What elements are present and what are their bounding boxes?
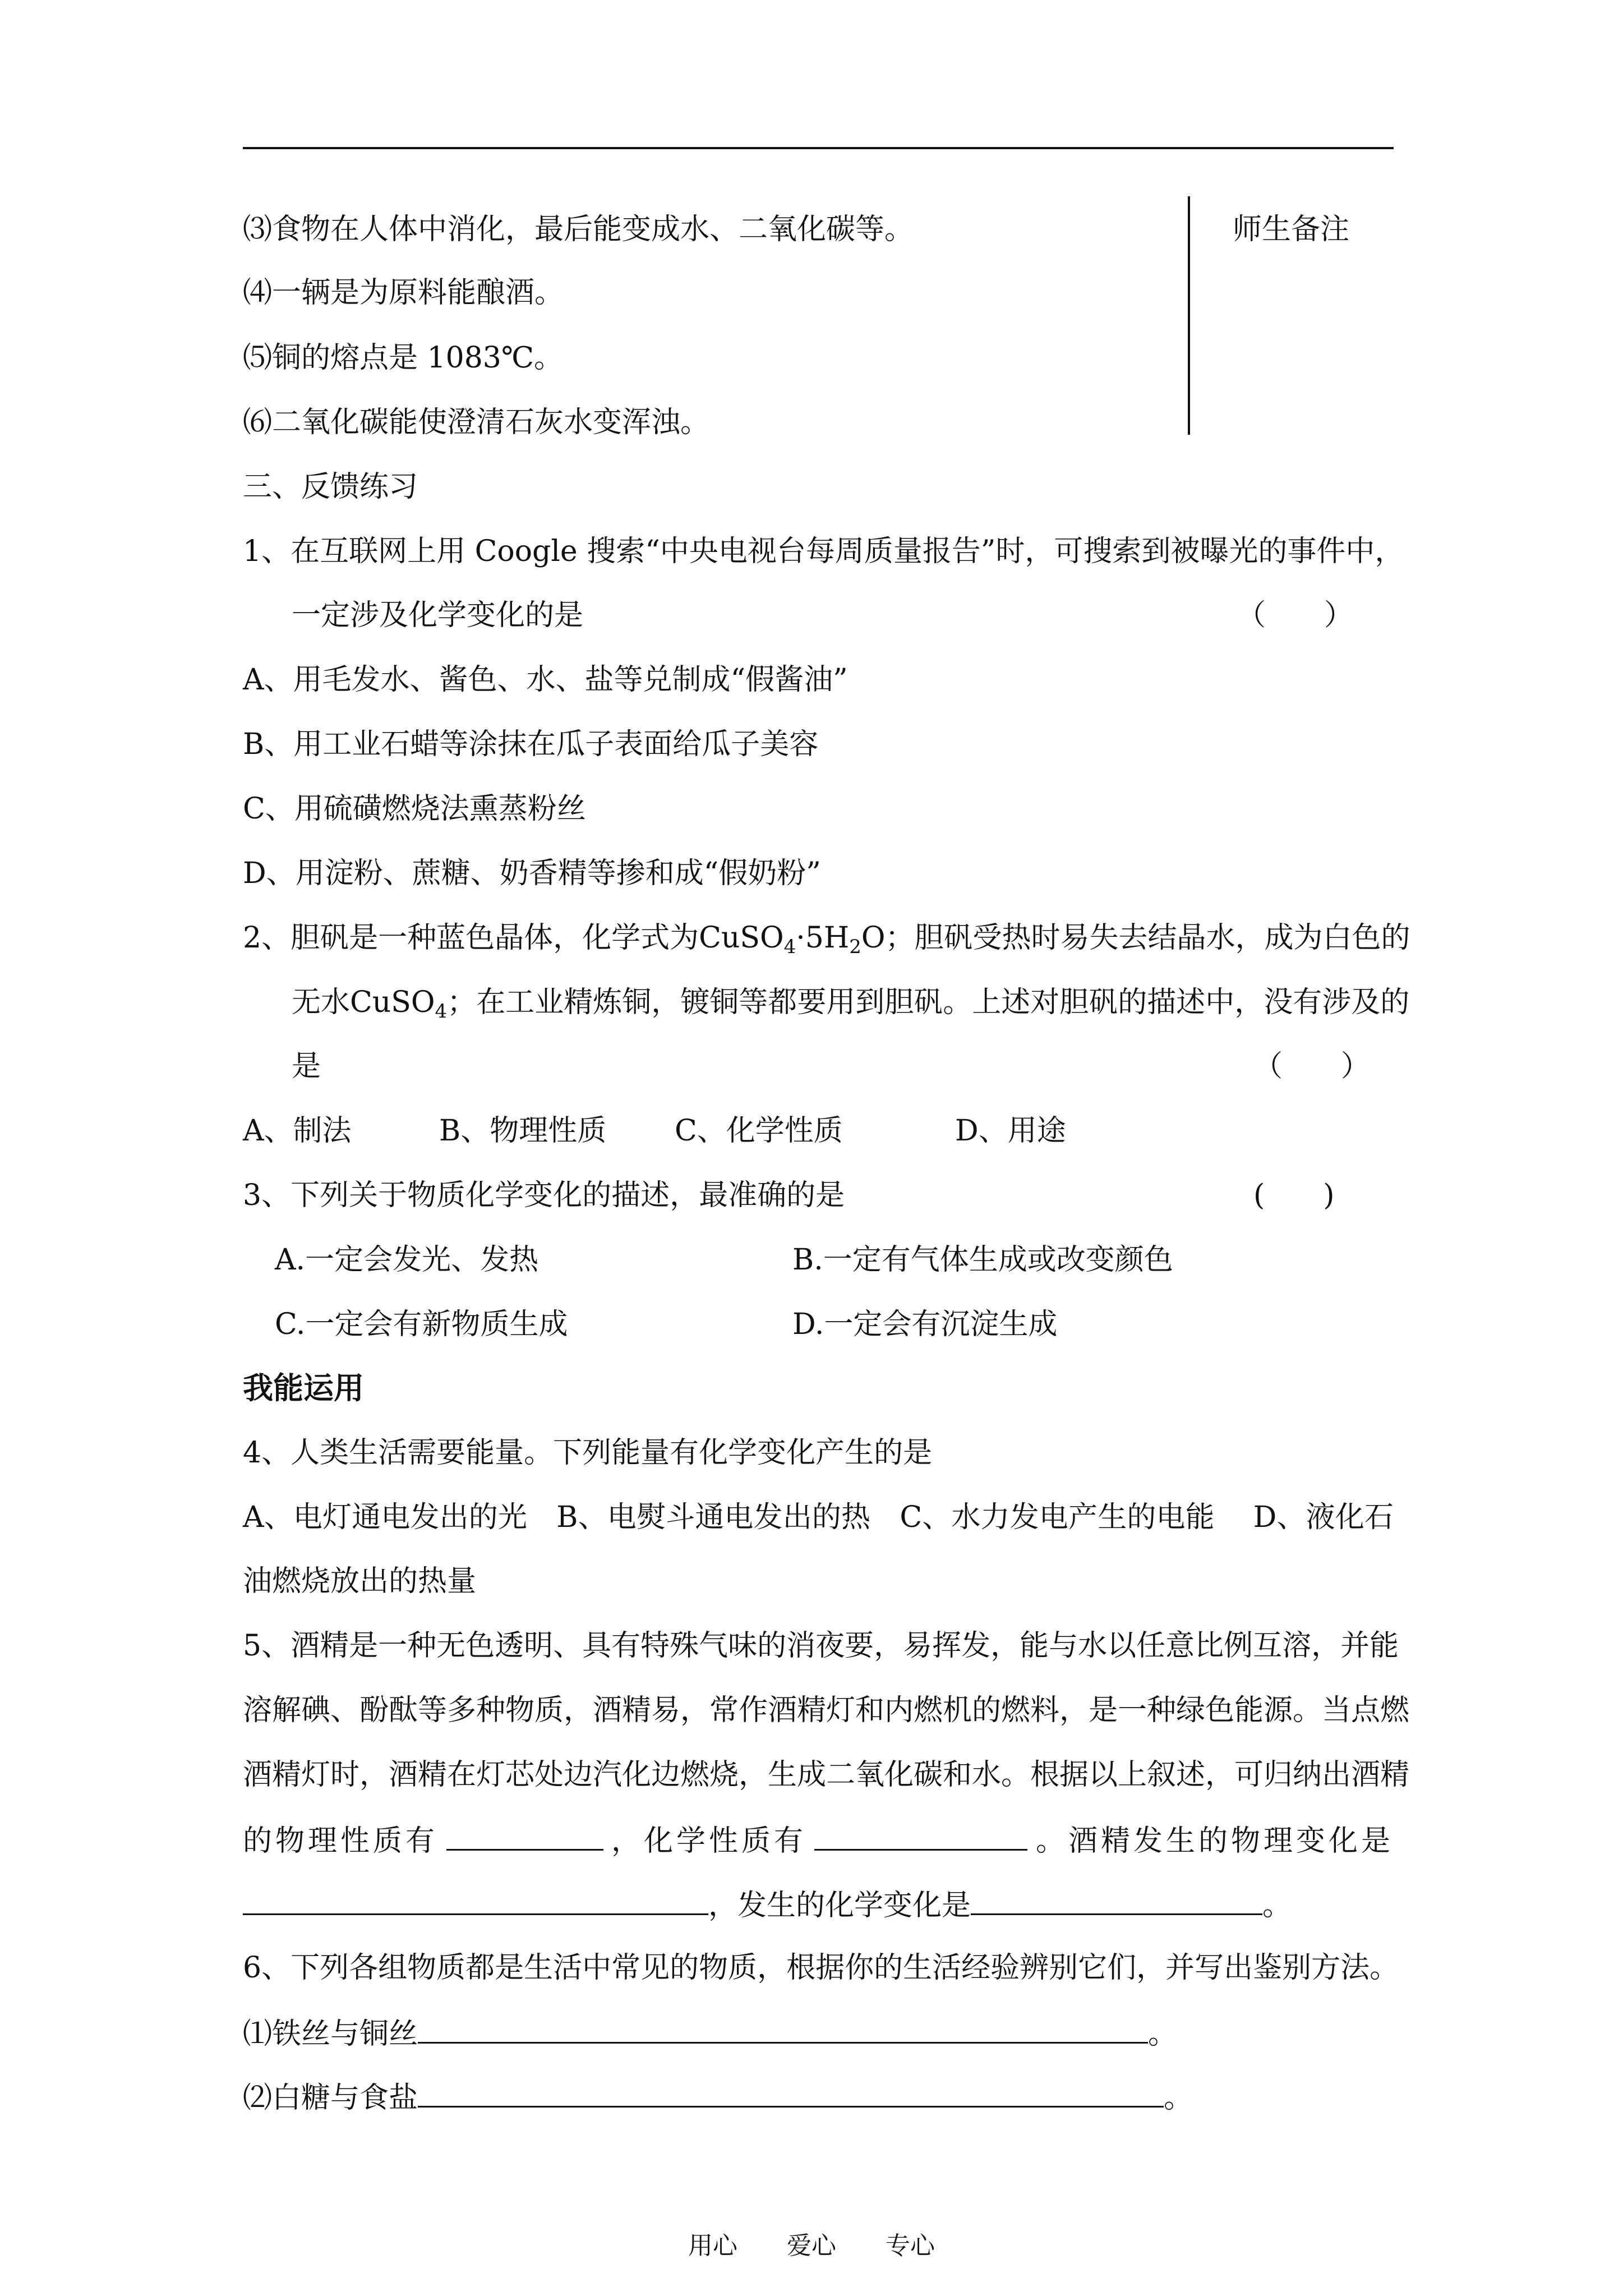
q4-options-cont: 油燃烧放出的热量	[243, 1565, 477, 1598]
q6-item-2: ⑵白糖与食盐 。	[243, 2077, 1193, 2118]
page-footer: 用心 爱心 专心	[688, 2231, 935, 2260]
q1-stem-line1: 1、在互联网上用 Coogle 搜索“中央电视台每周质量报告”时，可搜索到被曝光的事件中，	[243, 535, 1404, 568]
q3-stem: 3、下列关于物质化学变化的描述，最准确的是	[243, 1179, 845, 1212]
q2-answer-parens: （ ）	[1253, 1050, 1371, 1083]
q6-item-1: ⑴铁丝与铜丝 。	[243, 2013, 1177, 2054]
q5-line1: 5、酒精是一种无色透明、具有特殊气味的消夜要，易挥发，能与水以任意比例互溶，并能	[243, 1629, 1399, 1663]
section-heading: 我能运用	[243, 1370, 364, 1406]
item-6: ⑹二氧化碳能使澄清石灰水变浑浊。	[243, 406, 710, 439]
sugar-salt-method-blank[interactable]	[418, 2077, 1164, 2108]
header-rule	[243, 147, 1394, 149]
q4-stem: 4、人类生活需要能量。下列能量有化学变化产生的是	[243, 1436, 933, 1470]
q4-options: A、电灯通电发出的光 B、电熨斗通电发出的热 C、水力发电产生的电能 D、液化石	[243, 1501, 1394, 1534]
q5-line5: ，发生的化学变化是 。	[243, 1884, 1292, 1925]
q5-line4: 的物理性质有 ，化学性质有 。酒精发生的物理变化是	[243, 1820, 1394, 1861]
item-5: ⑸铜的熔点是 1083℃。	[243, 341, 564, 375]
q3-option-a: A.一定会发光、发热	[275, 1243, 539, 1277]
physical-properties-blank[interactable]	[446, 1820, 603, 1851]
q2-option-d: D、用途	[955, 1114, 1066, 1148]
q1-stem-line2: 一定涉及化学变化的是	[292, 599, 584, 632]
iron-copper-method-blank[interactable]	[418, 2013, 1148, 2044]
section-title: 三、反馈练习	[243, 470, 418, 504]
q2-option-a: A、制法	[243, 1114, 352, 1148]
q3-option-d: D.一定会有沉淀生成	[792, 1308, 1058, 1341]
margin-divider	[1188, 196, 1190, 435]
q3-option-b: B.一定有气体生成或改变颜色	[792, 1243, 1173, 1277]
q2-stem-line3: 是	[292, 1050, 321, 1083]
item-4: ⑷一辆是为原料能酿酒。	[243, 276, 564, 310]
q2-option-c: C、化学性质	[675, 1114, 843, 1148]
teacher-student-notes-label: 师生备注	[1233, 213, 1350, 246]
q3-answer-parens: ( )	[1253, 1179, 1335, 1212]
q5-line2: 溶解碘、酚酞等多种物质，酒精易，常作酒精灯和内燃机的燃料，是一种绿色能源。当点燃	[243, 1694, 1410, 1727]
item-3: ⑶食物在人体中消化，最后能变成水、二氧化碳等。	[243, 213, 914, 246]
q6-stem: 6、下列各组物质都是生活中常见的物质，根据你的生活经验辨别它们，并写出鉴别方法。	[243, 1951, 1399, 1985]
q1-option-d: D、用淀粉、蔗糖、奶香精等掺和成“假奶粉”	[243, 857, 821, 890]
q1-option-c: C、用硫磺燃烧法熏蒸粉丝	[243, 792, 586, 826]
chemical-properties-blank[interactable]	[814, 1820, 1027, 1851]
physical-change-blank[interactable]	[243, 1884, 708, 1915]
q1-option-a: A、用毛发水、酱色、水、盐等兑制成“假酱油”	[243, 663, 848, 697]
q2-stem-line2: 无水CuSO$_4$；在工业精炼铜，镀铜等都要用到胆矾。上述对胆矾的描述中，没有涉及的	[292, 986, 1410, 1023]
q2-stem-line1: 2、胆矾是一种蓝色晶体，化学式为$CuSO_4\cdot 5H_2O$；胆矾受热时易失去结晶水，成为白色的	[243, 921, 1410, 958]
q1-option-b: B、用工业石蜡等涂抹在瓜子表面给瓜子美容	[243, 728, 819, 761]
chemical-change-blank[interactable]	[971, 1884, 1262, 1915]
q3-option-c: C.一定会有新物质生成	[275, 1308, 568, 1341]
q2-option-b: B、物理性质	[439, 1114, 607, 1148]
q5-line3: 酒精灯时，酒精在灯芯处边汽化边燃烧，生成二氧化碳和水。根据以上叙述，可归纳出酒精	[243, 1758, 1410, 1792]
q1-answer-parens: （ ）	[1237, 599, 1354, 632]
